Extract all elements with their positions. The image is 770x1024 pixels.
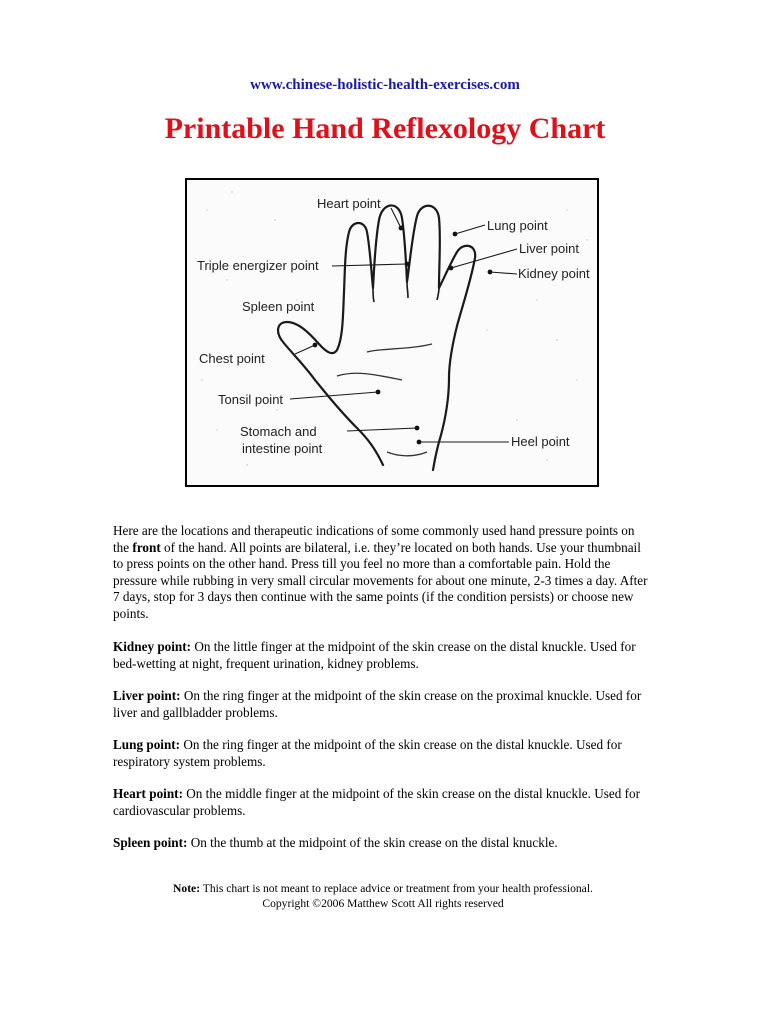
note-text: This chart is not meant to replace advice or treatment from your health professional. — [200, 882, 593, 895]
spleen-point-text: On the thumb at the midpoint of the skin crease on the distal knuckle. — [187, 835, 558, 850]
hand-reflexology-chart — [185, 178, 599, 487]
label-triple-energizer-point: Triple energizer point — [197, 258, 319, 273]
page-footer — [113, 881, 653, 911]
spleen-point-paragraph — [113, 835, 653, 852]
intro-paragraph — [113, 523, 653, 622]
heart-point-paragraph — [113, 786, 653, 819]
kidney-point-heading: Kidney point: — [113, 639, 192, 654]
spleen-point-heading: Spleen point: — [113, 835, 188, 850]
copyright-line: Copyright ©2006 Matthew Scott All rights reserved — [262, 897, 504, 910]
palm-creases — [337, 344, 432, 456]
label-chest-point: Chest point — [199, 351, 265, 366]
heart-point-heading: Heart point: — [113, 786, 183, 801]
intro-text-a: Here are the locations and therapeutic indications of some commonly used hand pressure points on the — [113, 523, 635, 555]
label-spleen-point: Spleen point — [242, 299, 315, 314]
leader-lines — [290, 208, 517, 442]
lung-point-text: On the ring finger at the midpoint of the skin crease on the distal knuckle. Used for respiratory system problems. — [113, 737, 622, 769]
label-tonsil-point: Tonsil point — [218, 392, 284, 407]
liver-point-text: On the ring finger at the midpoint of the skin crease on the proximal knuckle. Used for liver and gallbladder problems. — [113, 688, 642, 720]
label-lung-point: Lung point — [487, 218, 548, 233]
label-stomach-line2: intestine point — [242, 441, 323, 456]
hand-diagram — [187, 180, 597, 485]
label-kidney-point: Kidney point — [518, 266, 590, 281]
label-heel-point: Heel point — [511, 434, 570, 449]
lung-point-paragraph — [113, 737, 653, 770]
liver-point-paragraph — [113, 688, 653, 721]
label-stomach-line1: Stomach and — [240, 424, 317, 439]
article-body — [113, 523, 653, 868]
lung-point-heading: Lung point: — [113, 737, 181, 752]
kidney-point-text: On the little finger at the midpoint of the skin crease on the distal knuckle. Used for bed-wetting at night, frequent urination, kidney problems. — [113, 639, 636, 671]
label-heart-point: Heart point — [317, 196, 381, 211]
intro-bold-front: front — [132, 539, 161, 555]
disclaimer-note — [113, 881, 653, 896]
page-title: Printable Hand Reflexology Chart — [164, 112, 606, 145]
liver-point-heading: Liver point: — [113, 688, 181, 703]
site-url-link[interactable]: www.chinese-holistic-health-exercises.com — [250, 77, 520, 93]
note-label: Note: — [173, 882, 201, 895]
reflex-points — [313, 226, 493, 445]
heart-point-text: On the middle finger at the midpoint of the skin crease on the distal knuckle. Used for cardiovascular problems. — [113, 786, 641, 818]
finger-inner-lines — [373, 282, 439, 302]
intro-text-b: of the hand. All points are bilateral, i.e. they’re located on both hands. Use your thumbnail to press points on the other hand. Press till you feel no more than a comfortable pain. Hold the pressure while rubbing in very small circular movements for about one minute, 2-3 times a day. After 7 days, stop for 3 days then continue with the same points (if the condition persists) or choose new points. — [113, 539, 648, 621]
label-liver-point: Liver point — [519, 241, 579, 256]
kidney-point-paragraph — [113, 639, 653, 672]
